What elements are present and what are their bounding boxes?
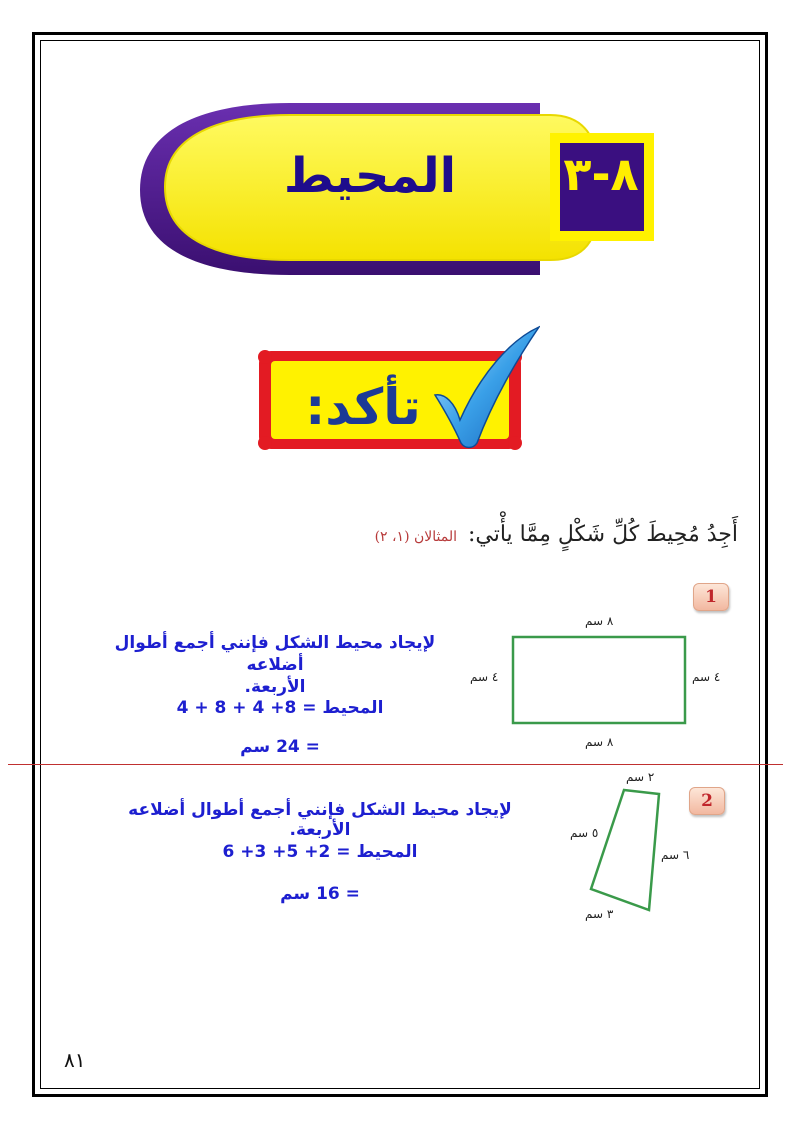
rect-label-left: ٤ سم: [470, 670, 499, 684]
exercise-number-badge: 2: [689, 787, 725, 815]
instruction-reference: المثالان (١، ٢): [374, 529, 457, 545]
page-number: ٨١: [64, 1048, 86, 1072]
exercise-1-line1: لإيجاد محيط الشكل فإنني أجمع أطوال أضلاعه: [114, 633, 436, 675]
exercise-1-explanation: [90, 632, 460, 698]
rect-label-top: ٨ سم: [585, 614, 614, 628]
lesson-number: ٨-٣: [563, 147, 639, 201]
quad-label-top: ٢ سم: [626, 770, 655, 784]
exercise-1-perimeter-sum: المحيط = 8+ 4 + 8 + 4: [176, 698, 384, 718]
instruction-text: أَجِدُ مُحِيطَ كُلِّ شَكْلٍ مِمَّا يأْتي:: [467, 522, 738, 547]
quadrilateral-shape: [580, 780, 670, 920]
exercise-number-badge: 1: [693, 583, 729, 611]
exercise-2-explanation: لإيجاد محيط الشكل فإنني أجمع أطوال أضلاعه الأربعة.: [128, 800, 512, 840]
quad-label-right: ٦ سم: [661, 848, 690, 862]
rect-label-right: ٤ سم: [692, 670, 721, 684]
exercise-1-perimeter-result: = 24 سم: [240, 737, 320, 757]
exercise-1-line1b: الأربعة.: [244, 677, 306, 697]
instruction: [375, 522, 738, 547]
quad-label-left: ٥ سم: [570, 826, 599, 840]
divider-line: [8, 764, 783, 765]
rectangle-shape: [505, 630, 695, 730]
quad-label-bottom: ٣ سم: [585, 907, 614, 921]
exercise-2-perimeter-result: = 16 سم: [280, 884, 360, 904]
exercise-2-perimeter-sum: المحيط = 2+ 5+ 3+ 6: [222, 842, 418, 862]
lesson-title: المحيط: [283, 148, 457, 204]
check-title: تأكد:: [305, 378, 421, 436]
rect-label-bottom: ٨ سم: [585, 735, 614, 749]
